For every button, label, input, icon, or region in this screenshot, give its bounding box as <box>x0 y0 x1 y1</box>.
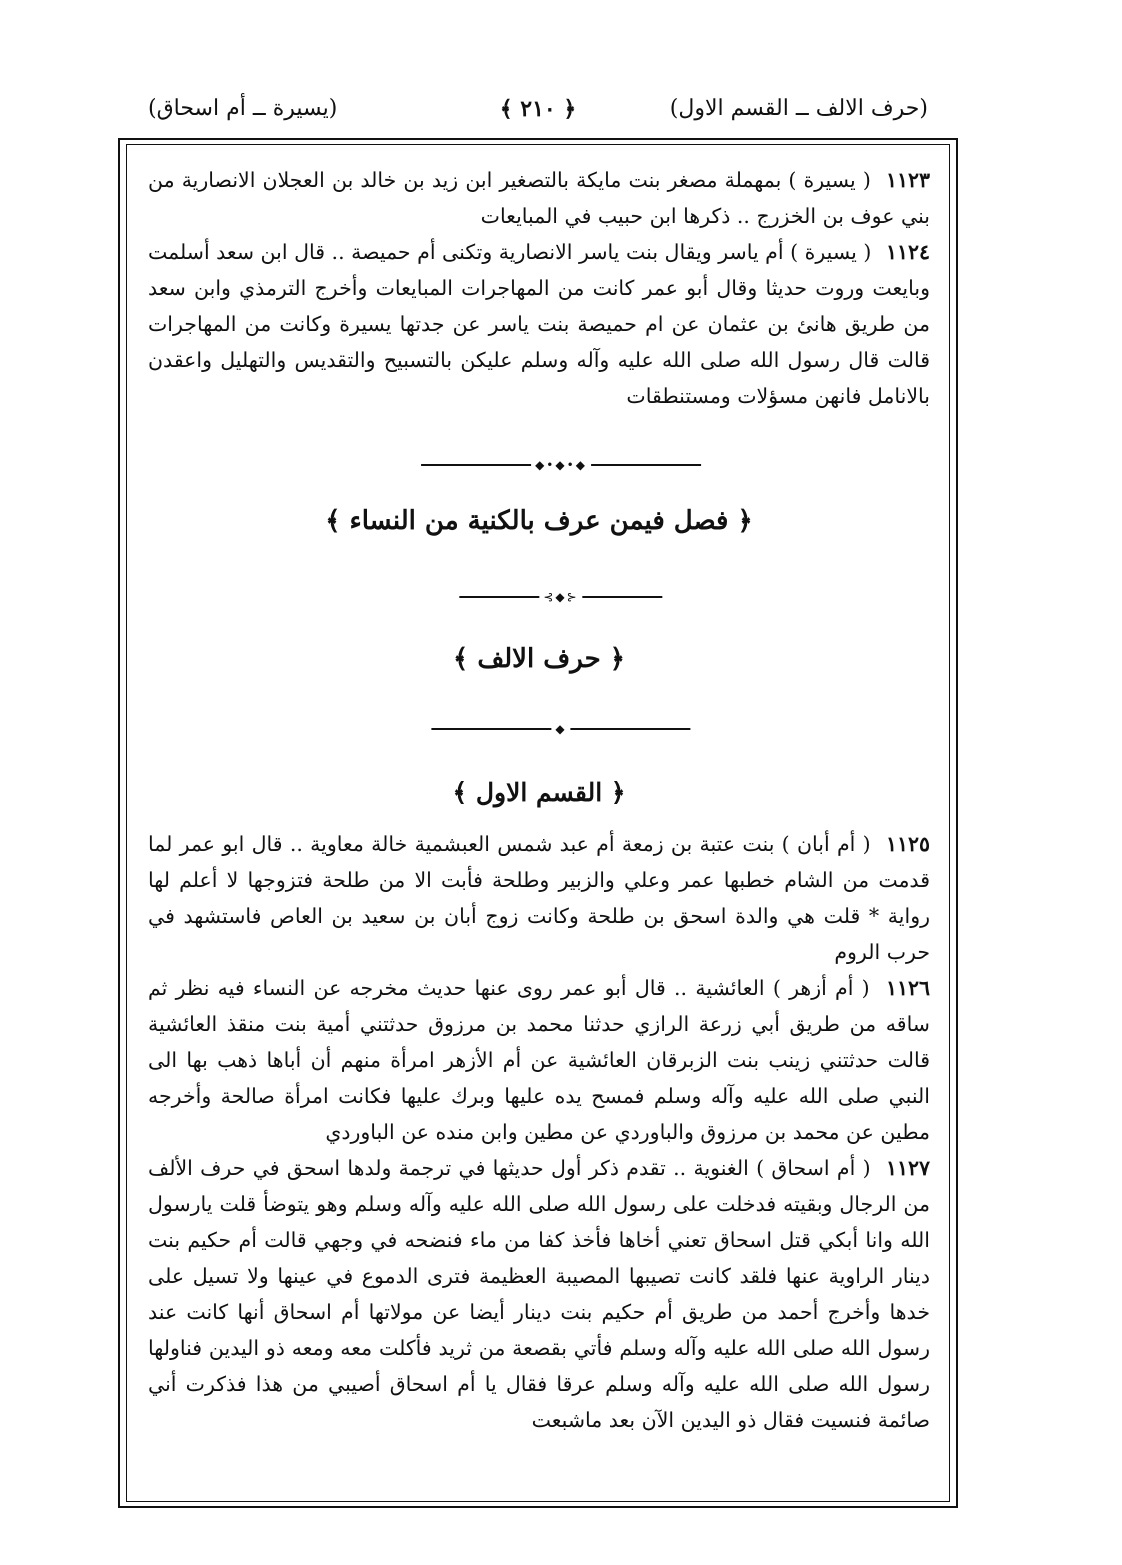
divider-ornament-1: ◆•◆•◆ <box>421 458 701 472</box>
entry-1125 <box>148 826 930 970</box>
entry-text: ( أم أزهر ) العائشية .. قال أبو عمر روى عنها حديث مخرجه عن النساء فيه نظر ثم ساقه من طريق أبي زرعة الرازي حدثنا محمد بن مرزوق حدثتني أمية بنت منقذ العائشية قالت حدثتني زينب بنت الزبرقان العائشية عن أم الأزهر امرأة منهم أن أباها ذهب بها الى النبي صلى الله عليه وآله وسلم فمسح يده عليها وبرك عليها فكانت امرأة صالحة وأخرجه مطين عن محمد بن مرزوق والباوردي عن مطين وابن منده عن الباوردي <box>148 976 930 1144</box>
part-heading: ﴿ القسم الاول ﴾ <box>452 778 626 807</box>
letter-heading: ﴿ حرف الالف ﴾ <box>453 644 625 674</box>
entry-text: ( يسيرة ) بمهملة مصغر بنت مايكة بالتصغير ابن زيد بن خالد بن العجلان الانصارية من بني عوف بن الخزرج .. ذكرها ابن حبيب في المبايعات <box>148 168 930 228</box>
header-entry-range: (يسيرة ــ أم اسحاق) <box>148 96 338 121</box>
entry-number: ١١٢٦ <box>885 976 930 1000</box>
section-heading: ﴿ فصل فيمن عرف بالكنية من النساء ﴾ <box>325 506 753 536</box>
entry-text: ( أم اسحاق ) الغنوية .. تقدم ذكر أول حديثها في ترجمة ولدها اسحق في حرف الألف من الرجال وبقيته فدخلت على رسول الله صلى الله عليه وآله وسلم وهو يتوضأ قلت يارسول الله وانا أبكي قتل اسحاق تعني أخاها فأخذ كفا من ماء فنضحه في وجهي قالت أم حكيم بنت دينار الراوية عنها فلقد كانت تصيبها المصيبة العظيمة فترى الدموع في عينها ولا تسيل على خدها وأخرج أحمد من طريق أم حكيم بنت دينار أيضا عن مولاتها أم اسحاق أنها كانت عند رسول الله صلى الله عليه وآله وسلم فأتي بقصعة من ثريد فأكلت معه ومعه ذو اليدين فناولها رسول الله صلى الله عليه وآله وسلم عرقا فقال يا أم اسحاق أصيبي من هذا فذكرت أني صائمة فنسيت فقال ذو اليدين الآن بعد ماشبعت <box>148 1156 930 1432</box>
header-section-title: (حرف الالف ــ القسم الاول) <box>669 96 928 121</box>
entry-1127 <box>148 1150 930 1438</box>
entry-1126 <box>148 970 930 1150</box>
entry-number: ١١٢٣ <box>885 168 930 192</box>
entry-1123 <box>148 162 930 234</box>
divider-ornament-3: ◆ <box>431 722 690 736</box>
page-number: ﴿ ٢١٠ ﴾ <box>499 96 577 122</box>
entry-number: ١١٢٤ <box>885 240 930 264</box>
running-header <box>148 96 928 136</box>
entry-text: ( يسيرة ) أم ياسر ويقال بنت ياسر الانصارية وتكنى أم حميصة .. قال ابن سعد أسلمت وبايعت وروت حديثا وقال أبو عمر كانت من المهاجرات المبايعات وأخرج الترمذي وابن سعد من طريق هانئ بن عثمان عن ام حميصة بنت ياسر عن جدتها يسيرة وكانت من المهاجرات قالت قال رسول الله صلى الله عليه وآله وسلم عليكن بالتسبيح والتقديس والتهليل واعقدن بالانامل فانهن مسؤلات ومستنطقات <box>148 240 930 408</box>
entry-text: ( أم أبان ) بنت عتبة بن زمعة أم عبد شمس العبشمية خالة معاوية .. قال ابو عمر لما قدمت من الشام خطبها عمر وعلي والزبير وطلحة فأبت الا من طلحة فتزوجها لا أعلم لها رواية * قلت هي والدة اسحق بن طلحة وكانت زوج أبان بن سعيد بن العاص فاستشهد في حرب الروم <box>148 832 930 964</box>
entry-number: ١١٢٧ <box>885 1156 930 1180</box>
divider-ornament-2: ⊰◆⊱ <box>459 590 662 604</box>
entry-1124 <box>148 234 930 414</box>
bottom-entries <box>148 826 930 1438</box>
top-entries <box>148 162 930 414</box>
entry-number: ١١٢٥ <box>885 832 930 856</box>
